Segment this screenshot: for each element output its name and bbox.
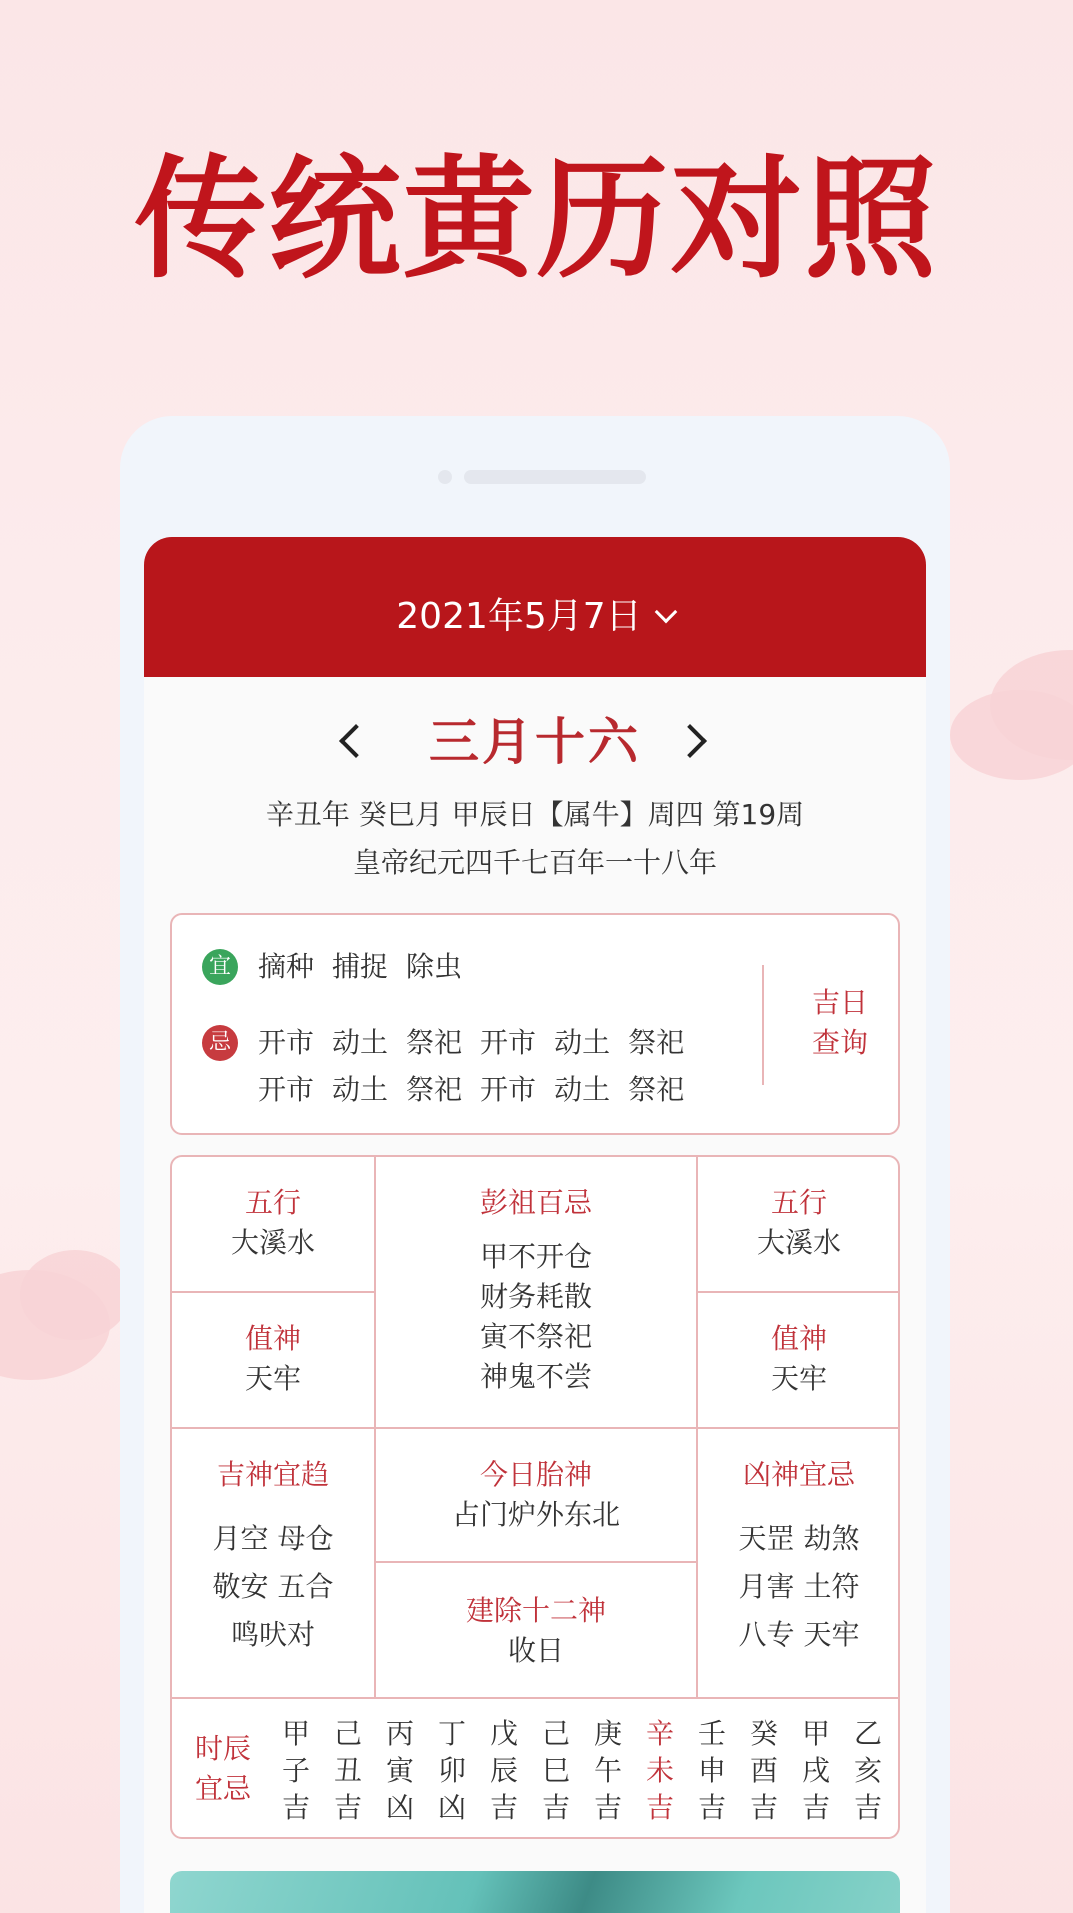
hour-branch: 戌: [801, 1754, 830, 1787]
jishen-line: 月空 母仓: [212, 1522, 334, 1555]
lunar-date-row: [144, 707, 926, 777]
hour-fortune: 吉: [541, 1791, 570, 1824]
hour-column: [738, 1715, 790, 1826]
hour-stem: 己: [333, 1717, 362, 1750]
ji-item: 祭祀: [406, 1026, 463, 1059]
hour-branch: 午: [593, 1754, 622, 1787]
hour-branch: 卯: [437, 1754, 466, 1787]
jianchu-label: 建除十二神: [465, 1594, 606, 1627]
ji-item: 开市: [480, 1073, 537, 1106]
jishen-line: 敬安 五合: [212, 1570, 334, 1603]
hour-fortune: 吉: [489, 1791, 518, 1824]
hour-fortune: 凶: [385, 1791, 414, 1824]
taishen-value: 占门炉外东北: [451, 1498, 620, 1531]
hour-column: [270, 1715, 322, 1826]
wuxing-left-value: 大溪水: [230, 1226, 315, 1259]
date-picker-label: 2021年5月7日: [396, 596, 642, 637]
hour-fortune: 吉: [593, 1791, 622, 1824]
hour-fortune: 吉: [801, 1791, 830, 1824]
yiji-box: [170, 913, 900, 1135]
hour-column: [426, 1715, 478, 1826]
jianchu-cell: [376, 1591, 696, 1671]
cloud-decoration-right-2: [950, 690, 1073, 780]
hour-column: [634, 1715, 686, 1826]
jishen-line: 鸣吠对: [230, 1618, 315, 1651]
ji-item: 祭祀: [628, 1073, 685, 1106]
hour-branch: 寅: [385, 1754, 414, 1787]
hour-column: [374, 1715, 426, 1826]
xiongshen-cell: [698, 1455, 900, 1659]
hour-fortune: 凶: [437, 1791, 466, 1824]
grid-divider: [172, 1697, 900, 1699]
pengzu-line: 寅不祭祀: [479, 1320, 592, 1353]
grid-divider: [698, 1291, 900, 1293]
hour-branch: 酉: [749, 1754, 778, 1787]
hour-stem: 甲: [801, 1717, 830, 1750]
pengzu-label: 彭祖百忌: [479, 1186, 592, 1219]
pengzu-line: 甲不开仓: [479, 1240, 592, 1273]
jianchu-value: 收日: [507, 1634, 564, 1667]
era-info: 皇帝纪元四千七百年一十八年: [352, 846, 717, 879]
wuxing-right-cell: [698, 1183, 900, 1263]
ji-item: 动土: [554, 1073, 611, 1106]
ji-list-row1: [258, 1023, 702, 1063]
xiongshen-line: 月害 土符: [738, 1570, 860, 1603]
xiongshen-line: 天罡 劫煞: [738, 1522, 860, 1555]
hour-stem: 壬: [697, 1717, 726, 1750]
zhishen-left-value: 天牢: [244, 1362, 301, 1395]
hours-row: [172, 1709, 900, 1833]
zhishen-right-value: 天牢: [770, 1362, 827, 1395]
taishen-label: 今日胎神: [479, 1458, 592, 1491]
xiongshen-label: 凶神宜忌: [742, 1458, 855, 1491]
hour-branch: 亥: [853, 1754, 882, 1787]
xiongshen-line: 八专 天牢: [738, 1618, 860, 1651]
yi-item: 捕捉: [332, 950, 389, 983]
grid-divider: [172, 1291, 374, 1293]
grid-divider: [376, 1561, 696, 1563]
ji-item: 动土: [332, 1073, 389, 1106]
zhishen-left-cell: [172, 1319, 374, 1399]
cloud-decoration-left-2: [20, 1250, 130, 1340]
jishen-label: 吉神宜趋: [216, 1458, 329, 1491]
almanac-card: [144, 537, 926, 1913]
hour-stem: 乙: [853, 1717, 882, 1750]
hour-branch: 巳: [541, 1754, 570, 1787]
yiji-divider: [762, 965, 764, 1085]
hour-fortune: 吉: [645, 1791, 674, 1824]
ji-badge: 忌: [202, 1025, 238, 1061]
hour-fortune: 吉: [281, 1791, 310, 1824]
hour-branch: 申: [697, 1754, 726, 1787]
chevron-down-icon: [654, 601, 677, 624]
promo-banner[interactable]: [170, 1871, 900, 1913]
hour-fortune: 吉: [749, 1791, 778, 1824]
phone-frame: [120, 416, 950, 1913]
wuxing-left-label: 五行: [244, 1186, 301, 1219]
zhishen-left-label: 值神: [244, 1322, 301, 1355]
hour-branch: 子: [281, 1754, 310, 1787]
pengzu-cell: [376, 1183, 696, 1397]
zhishen-right-label: 值神: [770, 1322, 827, 1355]
pengzu-line: 财务耗散: [479, 1280, 592, 1313]
hour-stem: 丙: [385, 1717, 414, 1750]
yi-item: 除虫: [406, 950, 463, 983]
hour-stem: 辛: [645, 1717, 674, 1750]
ji-item: 祭祀: [406, 1073, 463, 1106]
hour-fortune: 吉: [333, 1791, 362, 1824]
hour-stem: 癸: [749, 1717, 778, 1750]
lucky-day-query-line2: 查询: [811, 1026, 868, 1059]
ji-item: 动土: [332, 1026, 389, 1059]
hour-branch: 辰: [489, 1754, 518, 1787]
yi-item: 摘种: [258, 950, 315, 983]
taishen-cell: [376, 1455, 696, 1535]
almanac-grid: [170, 1155, 900, 1839]
ji-list-row2: [258, 1070, 702, 1110]
wuxing-left-cell: [172, 1183, 374, 1263]
lunar-date: 三月十六: [429, 713, 641, 771]
hour-stem: 己: [541, 1717, 570, 1750]
ji-item: 开市: [480, 1026, 537, 1059]
ji-item: 祭祀: [628, 1026, 685, 1059]
hour-stem: 甲: [281, 1717, 310, 1750]
wuxing-right-value: 大溪水: [756, 1226, 841, 1259]
card-header: [144, 537, 926, 677]
wuxing-right-label: 五行: [770, 1186, 827, 1219]
yi-badge: 宜: [202, 949, 238, 985]
hour-column: [686, 1715, 738, 1826]
hour-column: [842, 1715, 894, 1826]
hour-fortune: 吉: [697, 1791, 726, 1824]
date-picker[interactable]: [144, 593, 926, 641]
hour-column: [478, 1715, 530, 1826]
ganzhi-info: 辛丑年 癸巳月 甲辰日【属牛】周四 第19周: [265, 798, 805, 831]
hour-column: [322, 1715, 374, 1826]
hero-title: 传统黄历对照: [134, 142, 939, 297]
ji-item: 开市: [258, 1026, 315, 1059]
speaker-bar: [464, 470, 646, 484]
hour-stem: 庚: [593, 1717, 622, 1750]
hour-stem: 丁: [437, 1717, 466, 1750]
ji-item: 开市: [258, 1073, 315, 1106]
hour-stem: 戊: [489, 1717, 518, 1750]
hour-branch: 未: [645, 1754, 674, 1787]
jishen-cell: [172, 1455, 374, 1659]
hours-columns: [270, 1709, 900, 1833]
hours-label-line2: 宜忌: [194, 1772, 251, 1805]
zhishen-right-cell: [698, 1319, 900, 1399]
grid-divider: [172, 1427, 900, 1429]
ji-item: 动土: [554, 1026, 611, 1059]
camera-dot: [438, 470, 452, 484]
hour-column: [582, 1715, 634, 1826]
lucky-day-query-button[interactable]: [778, 983, 902, 1063]
hour-branch: 丑: [333, 1754, 362, 1787]
hour-column: [530, 1715, 582, 1826]
hours-label-line1: 时辰: [194, 1732, 251, 1765]
hour-column: [790, 1715, 842, 1826]
pengzu-line: 神鬼不尝: [479, 1360, 592, 1393]
lucky-day-query-line1: 吉日: [811, 986, 868, 1019]
hour-fortune: 吉: [853, 1791, 882, 1824]
yi-list: [258, 947, 480, 987]
